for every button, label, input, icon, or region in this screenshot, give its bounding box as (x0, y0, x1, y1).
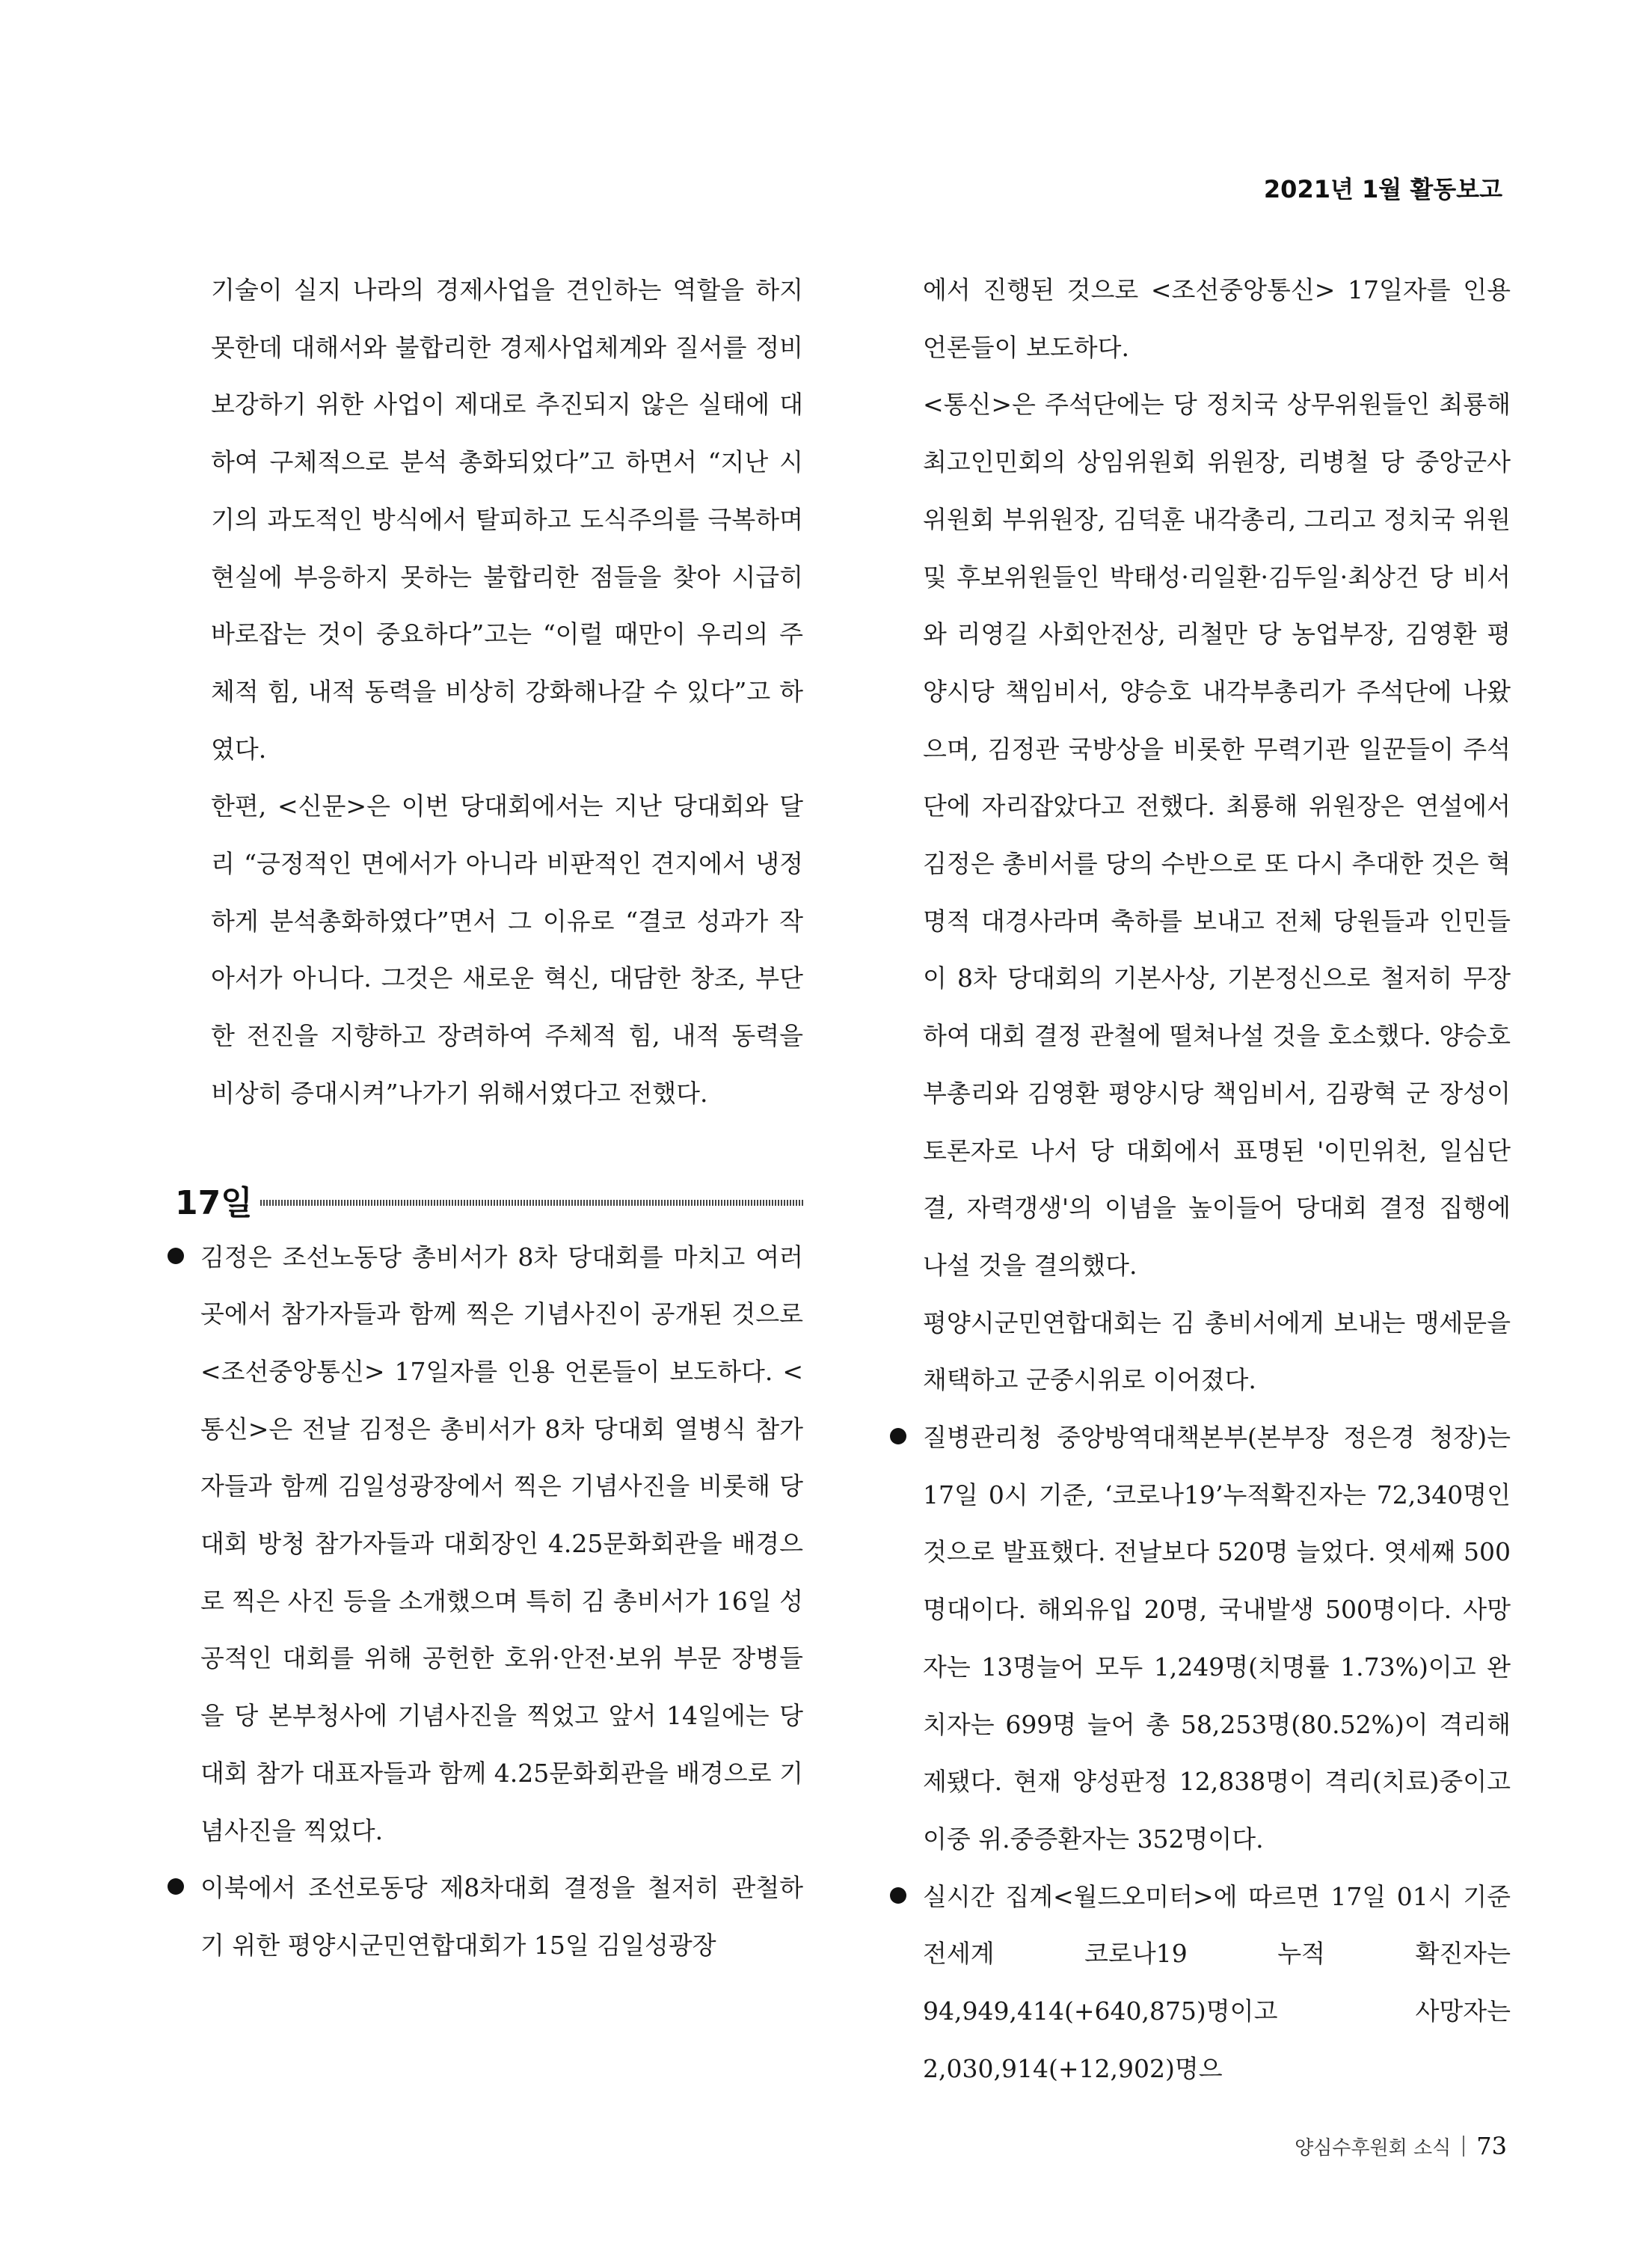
paragraph: <통신>은 주석단에는 당 정치국 상무위원들인 최룡해 최고인민회의 상임위원회 위원장, 리병철 당 중앙군사위원회 부위원장, 김덕훈 내각총리, 그리고 정치국 위원 및 후보위원들인 박태성·리일환·김두일·최상건 당 비서와 리영길 사회안전상, 리철만 당 농업부장, 김영환 평양시당 책임비서, 양승호 내각부총리가 주석단에 나왔으며, 김정관 국방상을 비롯한 무력기관 일꾼들이 주석단에 자리잡았다고 전했다. 최룡해 위원장은 연설에서 김정은 총비서를 당의 수반으로 또 다시 추대한 것은 혁명적 대경사라며 축하를 보내고 전체 당원들과 인민들이 8차 당대회의 기본사상, 기본정신으로 철저히 무장하여 대회 결정 관철에 떨쳐나설 것을 호소했다. 양승호 부총리와 김영환 평양시당 책임비서, 김광혁 군 장성이 토론자로 나서 당 대회에서 표명된 '이민위천, 일심단결, 자력갱생'의 이념을 높이들어 당대회 결정 집행에 나설 것을 결의했다. (923, 390, 1511, 1280)
right-column (890, 262, 1511, 2098)
day-label: 17일 (175, 1183, 253, 1222)
left-column (175, 262, 803, 1975)
publication-name: 양심수후원회 소식 (1295, 2136, 1452, 2160)
bullet-text: 김정은 조선노동당 총비서가 8차 당대회를 마치고 여러 곳에서 참가자들과 함께 찍은 기념사진이 공개된 것으로 <조선중앙통신> 17일자를 인용 언론들이 보도하다. <통신>은 전날 김정은 총비서가 8차 당대회 열병식 참가자들과 함께 김일성광장에서 찍은 기념사진을 비롯해 당대회 방청 참가자들과 대회장인 4.25문화회관을 배경으로 찍은 사진 등을 소개했으며 특히 김 총비서가 16일 성공적인 대회를 위해 공헌한 호위·안전·보위 부문 장병들을 당 본부청사에 기념사진을 찍었고 앞서 14일에는 당대회 참가 대표자들과 함께 4.25문화회관을 배경으로 기념사진을 찍었다. (200, 1242, 803, 1845)
day-heading-rule (260, 1200, 803, 1206)
paragraph: 기술이 실지 나라의 경제사업을 견인하는 역할을 하지 못한데 대해서와 불합리한 경제사업체계와 질서를 정비보강하기 위한 사업이 제대로 추진되지 않은 실태에 대하여 구체적으로 분석 총화되었다”고 하면서 “지난 시기의 과도적인 방식에서 탈피하고 도식주의를 극복하며 현실에 부응하지 못하는 불합리한 점들을 찾아 시급히 바로잡는 것이 중요하다”고는 “이럴 때만이 우리의 주체적 힘, 내적 동력을 비상히 강화해나갈 수 있다”고 하였다. (211, 275, 803, 764)
bullet-item (890, 1409, 1511, 1869)
bullet-item (168, 1860, 803, 1974)
page-header-title: 2021년 1월 활동보고 (1263, 175, 1502, 203)
bullet-text: 이북에서 조선로동당 제8차대회 결정을 철저히 관철하기 위한 평양시군민연합대회가 15일 김일성광장 (200, 1873, 803, 1960)
bullet-item (168, 1229, 803, 1860)
bullet-dot-icon (168, 1878, 184, 1895)
page-number: 73 (1476, 2132, 1507, 2160)
bullet-dot-icon (890, 1887, 906, 1904)
paragraph: 평양시군민연합대회는 김 총비서에게 보내는 맹세문을 채택하고 군중시위로 이어졌다. (923, 1308, 1511, 1395)
paragraph: 에서 진행된 것으로 <조선중앙통신> 17일자를 인용 언론들이 보도하다. (923, 275, 1511, 362)
bullet-text: 실시간 집계<월드오미터>에 따르면 17일 01시 기준 전세계 코로나19 누적 확진자는 94,949,414(+640,875)명이고 사망자는 2,030,914(+12,902)명으 (923, 1881, 1511, 2083)
section-gap (178, 1123, 803, 1168)
page-footer (1295, 2132, 1507, 2160)
bullet-item (890, 1869, 1511, 2098)
bullet-dot-icon (890, 1428, 906, 1444)
bullet-dot-icon (168, 1248, 184, 1264)
bullet-text: 질병관리청 중앙방역대책본부(본부장 정은경 청장)는 17일 0시 기준, ‘코로나19’누적확진자는 72,340명인 것으로 발표했다. 전날보다 520명 늘었다. 엿세째 500명대이다. 해외유입 20명, 국내발생 500명이다. 사망자는 13명늘어 모두 1,249명(치명률 1.73%)이고 완치자는 699명 늘어 총 58,253명(80.52%)이 격리해제됐다. 현재 양성판정 12,838명이 격리(치료)중이고 이중 위.중증환자는 352명이다. (923, 1423, 1511, 1854)
paragraph: 한편, <신문>은 이번 당대회에서는 지난 당대회와 달리 “긍정적인 면에서가 아니라 비판적인 견지에서 냉정하게 분석총화하였다”면서 그 이유로 “결코 성과가 작아서가 아니다. 그것은 새로운 혁신, 대담한 창조, 부단한 전진을 지향하고 장려하여 주체적 힘, 내적 동력을 비상히 증대시켜”나가기 위해서였다고 전했다. (211, 791, 803, 1108)
footer-divider (1463, 2136, 1464, 2157)
day-heading (175, 1174, 803, 1226)
